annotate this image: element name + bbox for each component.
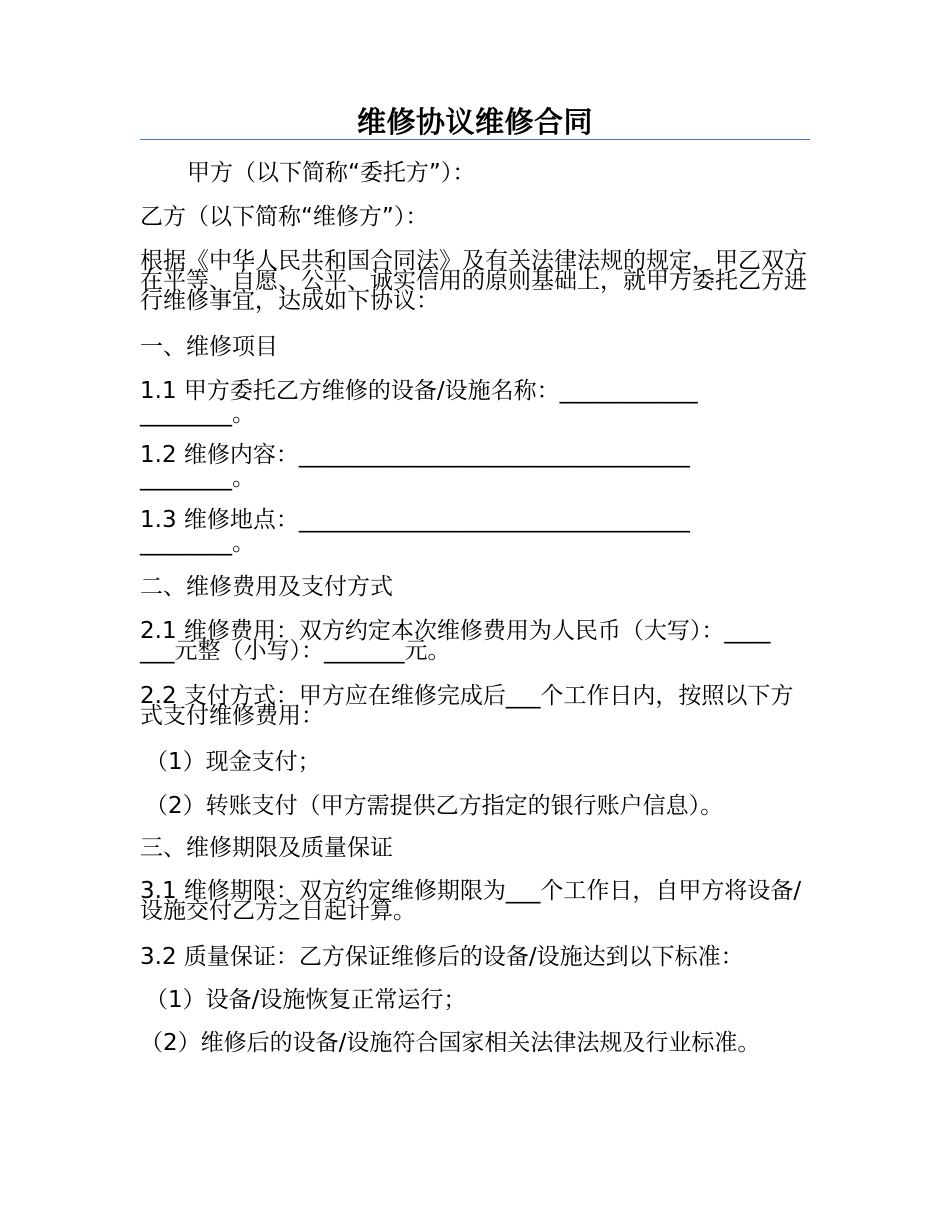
title-underline (140, 139, 810, 140)
section-1-heading: 一、维修项目 (140, 334, 278, 360)
payment-option-cash: （1）现金支付； (145, 749, 321, 775)
section-2-heading: 二、维修费用及支付方式 (140, 574, 393, 600)
section-3-heading: 三、维修期限及质量保证 (140, 835, 393, 861)
clause-2-2: 2.2 支付方式：甲方应在维修完成后___个工作日内，按照以下方式支付维修费用： (140, 683, 794, 729)
preamble-paragraph: 根据《中华人民共和国合同法》及有关法律法规的规定，甲乙双方在平等、自愿、公平、诚实信用的原则基础上，就甲方委托乙方进行维修事宜，达成如下协议： (140, 248, 807, 314)
clause-1-1: 1.1 甲方委托乙方维修的设备/设施名称：____________________。 (140, 378, 698, 427)
party-b-line: 乙方（以下简称“维修方”）： (140, 204, 429, 230)
quality-standard-2: （2）维修后的设备/设施符合国家相关法律法规及行业标准。 (140, 1030, 761, 1056)
quality-standard-1: （1）设备/设施恢复正常运行； (145, 987, 467, 1013)
clause-3-1: 3.1 维修期限：双方约定维修期限为___个工作日，自甲方将设备/设施交付乙方之日起计算。 (140, 878, 802, 924)
payment-option-transfer: （2）转账支付（甲方需提供乙方指定的银行账户信息）。 (145, 793, 724, 819)
clause-1-2: 1.2 维修内容：__________________________________________。 (140, 442, 690, 491)
clause-2-1: 2.1 维修费用：双方约定本次维修费用为人民币（大写）：_______元整（小写）：_______元。 (140, 618, 771, 664)
party-a-line: 甲方（以下简称“委托方”）： (187, 160, 476, 186)
clause-1-3: 1.3 维修地点：__________________________________________。 (140, 507, 690, 556)
document-title: 维修协议维修合同 (356, 105, 593, 139)
clause-3-2: 3.2 质量保证：乙方保证维修后的设备/设施达到以下标准： (140, 944, 744, 970)
